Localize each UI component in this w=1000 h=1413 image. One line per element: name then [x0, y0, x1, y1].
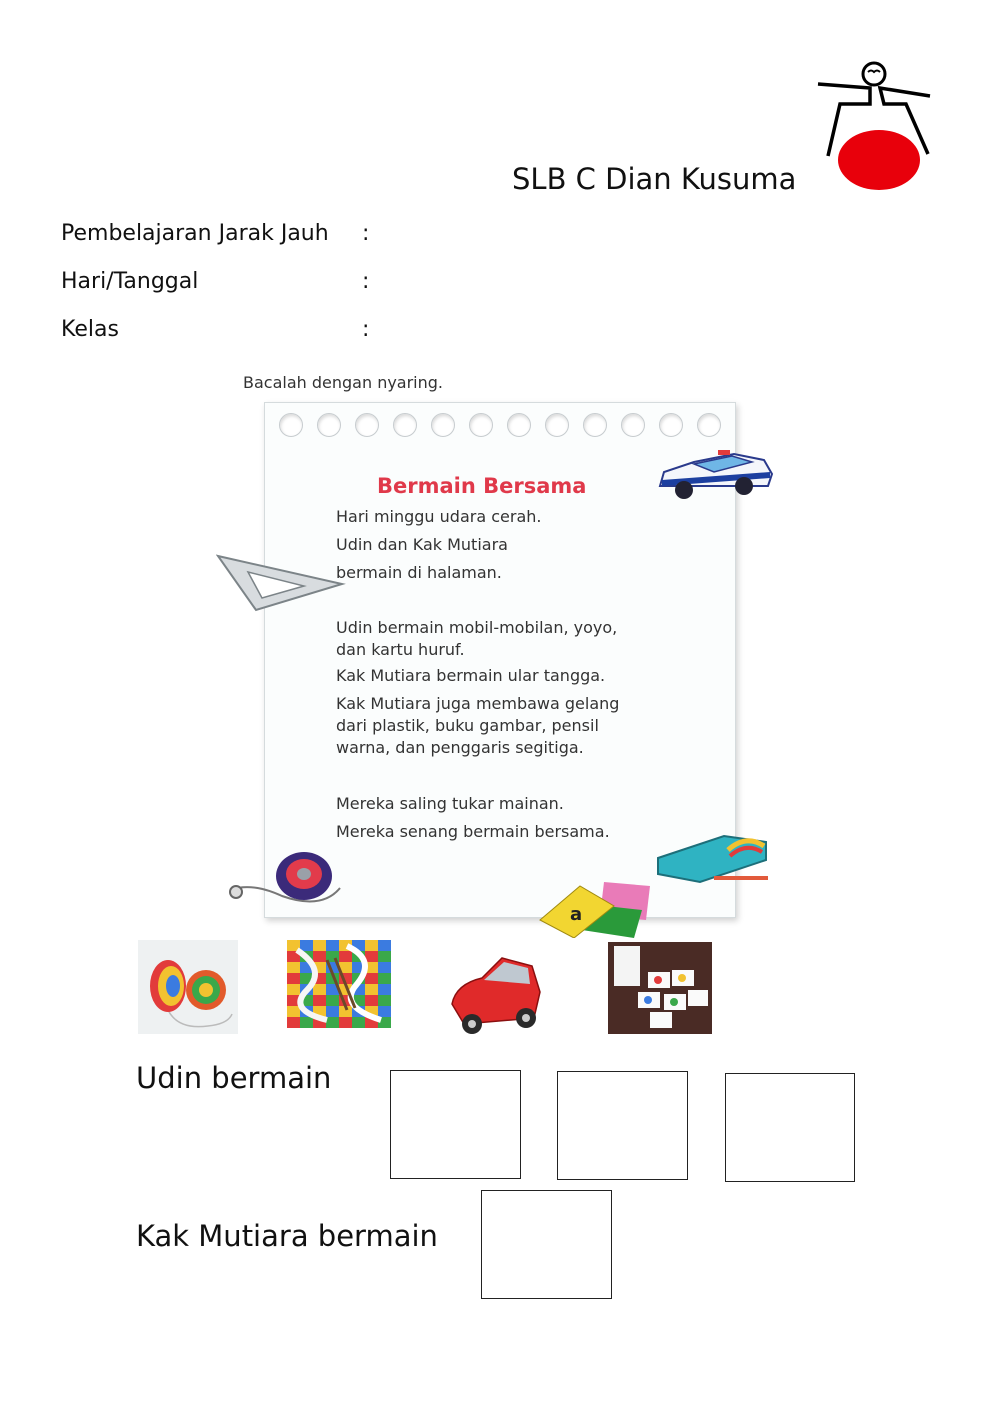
drop-box-udin-2[interactable] — [557, 1071, 688, 1180]
drop-box-udin-1[interactable] — [390, 1070, 521, 1179]
field-label-class: Kelas — [61, 317, 119, 342]
story-line: Mereka saling tukar mainan. — [336, 794, 564, 813]
field-colon: : — [362, 269, 370, 294]
story-line: Udin dan Kak Mutiara — [336, 535, 508, 554]
school-name: SLB C Dian Kusuma — [512, 162, 797, 196]
story-line: dari plastik, buku gambar, pensil — [336, 716, 599, 735]
drop-box-mutiara[interactable] — [481, 1190, 612, 1299]
school-logo — [810, 58, 938, 194]
story-line: warna, dan penggaris segitiga. — [336, 738, 584, 757]
story-line: Hari minggu udara cerah. — [336, 507, 542, 526]
letter-cards-illustration-icon — [538, 876, 660, 938]
prompt-mutiara: Kak Mutiara bermain — [136, 1219, 438, 1253]
field-colon: : — [362, 221, 370, 246]
story-title: Bermain Bersama — [377, 474, 587, 498]
police-car-icon — [654, 446, 776, 508]
yoyo-icon[interactable] — [138, 940, 238, 1034]
story-line: Udin bermain mobil-mobilan, yoyo, — [336, 618, 618, 637]
letter-cards-icon[interactable] — [608, 942, 712, 1034]
story-line: Kak Mutiara bermain ular tangga. — [336, 666, 606, 685]
reading-instruction: Bacalah dengan nyaring. — [243, 373, 444, 392]
drop-box-udin-3[interactable] — [725, 1073, 855, 1182]
story-line: Mereka senang bermain bersama. — [336, 822, 610, 841]
story-line: Kak Mutiara juga membawa gelang — [336, 694, 620, 713]
prompt-udin: Udin bermain — [136, 1061, 332, 1095]
field-colon: : — [362, 317, 370, 342]
svg-text:a: a — [570, 904, 583, 925]
snakes-ladders-board-icon[interactable] — [287, 940, 391, 1028]
pencil-case-icon — [654, 830, 772, 886]
toy-car-icon[interactable] — [442, 944, 548, 1046]
story-line: dan kartu huruf. — [336, 640, 465, 659]
triangle-ruler-icon — [216, 552, 346, 612]
yoyo-toy-icon — [222, 848, 348, 908]
story-line: bermain di halaman. — [336, 563, 502, 582]
field-label-pjj: Pembelajaran Jarak Jauh — [61, 221, 329, 246]
field-label-date: Hari/Tanggal — [61, 269, 199, 294]
